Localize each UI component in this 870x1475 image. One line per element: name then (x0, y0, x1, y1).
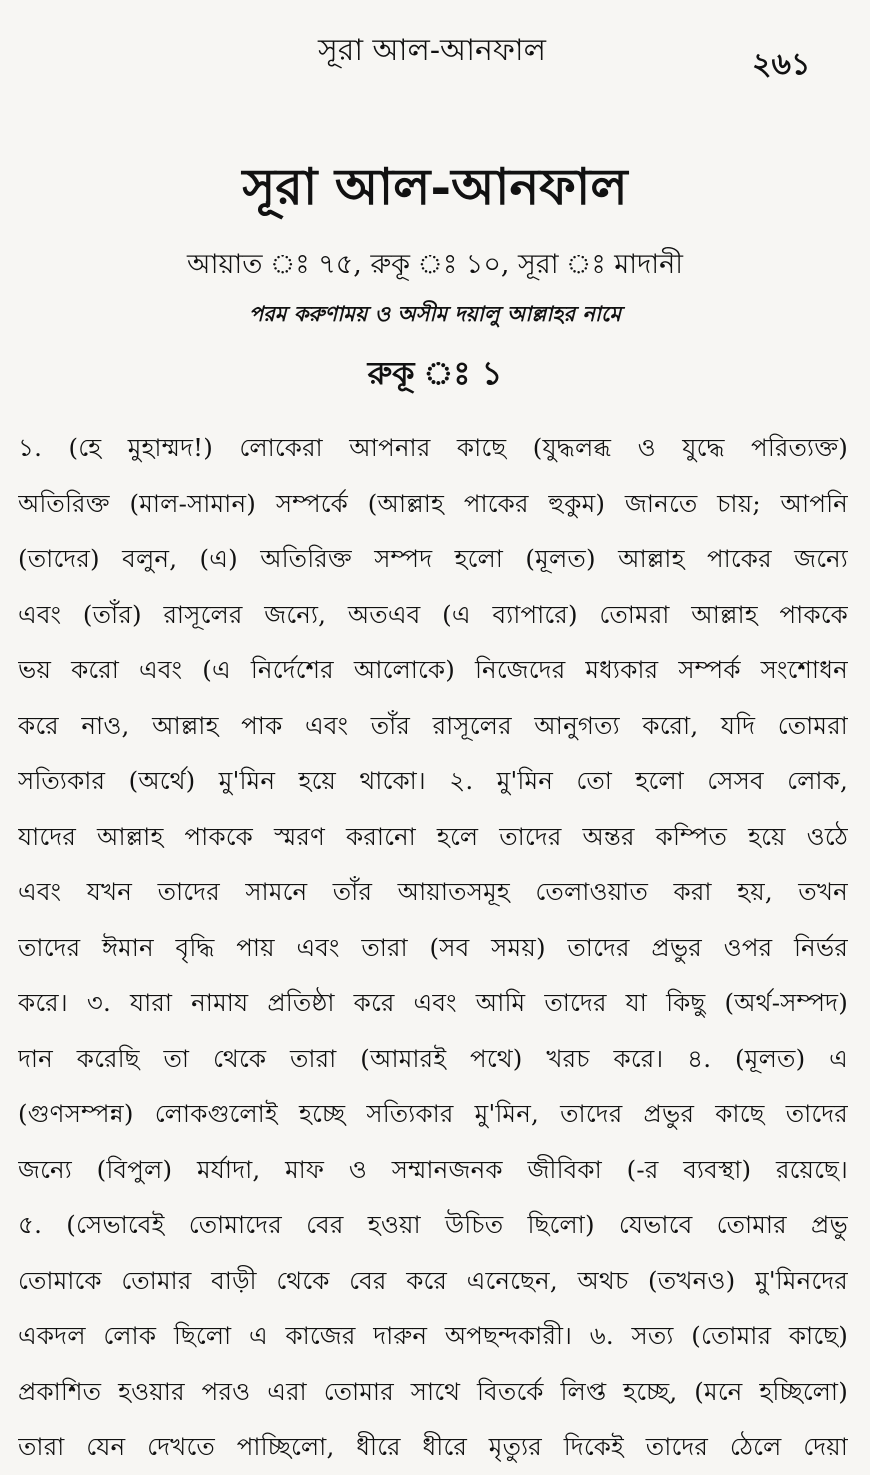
text-line: যাদের আল্লাহ পাককে স্মরণ করানো হলে তাদের অন্তর কম্পিত হয়ে ওঠে (18, 821, 848, 851)
page-number: ২৬১ (752, 47, 811, 82)
invocation-line: পরম করুণাময় ও অসীম দয়ালু আল্লাহর নামে (248, 301, 622, 326)
text-line: তাদের ঈমান বৃদ্ধি পায় এবং তারা (সব সময়) তাদের প্রভুর ওপর নির্ভর (18, 932, 848, 962)
text-line: প্রকাশিত হওয়ার পরও এরা তোমার সাথে বিতর্কে লিপ্ত হচ্ছে, (মনে হচ্ছিলো) (18, 1376, 848, 1406)
text-line: এবং যখন তাদের সামনে তাঁর আয়াতসমূহ তেলাওয়াত করা হয়, তখন (18, 877, 848, 906)
text-line: সত্যিকার (অর্থে) মু'মিন হয়ে থাকো। ২. মু'মিন তো হলো সেসব লোক, (18, 766, 848, 795)
text-line: এবং (তাঁর) রাসূলের জন্যে, অতএব (এ ব্যাপারে) তোমরা আল্লাহ পাককে (18, 599, 848, 629)
text-line: দান করেছি তা থেকে তারা (আমারই পথে) খরচ করে। ৪. (মূলত) এ (18, 1043, 848, 1073)
chapter-meta: আয়াত ঃ ৭৫, রুকূ ঃ ১০, সূরা ঃ মাদানী (187, 249, 683, 280)
text-line: তারা যেন দেখতে পাচ্ছিলো, ধীরে ধীরে মৃত্যুর দিকেই তাদের ঠেলে দেয়া (18, 1432, 848, 1461)
running-title: সূরা আল-আনফাল (318, 33, 546, 68)
text-line: ৫. (সেভাবেই তোমাদের বের হওয়া উচিত ছিলো) যেভাবে তোমার প্রভু (18, 1210, 848, 1239)
section-heading: রুকূ ঃ ১ (367, 354, 503, 392)
text-line: জন্যে (বিপুল) মর্যাদা, মাফ ও সম্মানজনক জীবিকা (-র ব্যবস্থা) রয়েছে। (18, 1154, 848, 1184)
chapter-title: সূরা আল-আনফাল (242, 157, 628, 216)
text-line: অতিরিক্ত (মাল-সামান) সম্পর্কে (আল্লাহ পাকের হুকুম) জানতে চায়; আপনি (18, 488, 848, 518)
text-line: ভয় করো এবং (এ নির্দেশের আলোকে) নিজেদের মধ্যকার সম্পর্ক সংশোধন (18, 655, 848, 684)
running-header (0, 22, 870, 82)
text-line: করে নাও, আল্লাহ পাক এবং তাঁর রাসূলের আনুগত্য করো, যদি তোমরা (18, 710, 848, 740)
body-text (18, 420, 848, 1475)
text-line: তোমাকে তোমার বাড়ী থেকে বের করে এনেছেন, অথচ (তখনও) মু'মিনদের (18, 1265, 848, 1295)
text-line: (গুণসম্পন্ন) লোকগুলোই হচ্ছে সত্যিকার মু'মিন, তাদের প্রভুর কাছে তাদের (18, 1099, 848, 1128)
text-line: (তাদের) বলুন, (এ) অতিরিক্ত সম্পদ হলো (মূলত) আল্লাহ পাকের জন্যে (18, 544, 848, 573)
text-line: ১. (হে মুহাম্মদ!) লোকেরা আপনার কাছে (যুদ্ধলব্ধ ও যুদ্ধে পরিত্যক্ত) (18, 433, 848, 462)
text-line: করে। ৩. যারা নামায প্রতিষ্ঠা করে এবং আমি তাদের যা কিছু (অর্থ-সম্পদ) (18, 988, 848, 1017)
text-line: একদল লোক ছিলো এ কাজের দারুন অপছন্দকারী। ৬. সত্য (তোমার কাছে) (18, 1321, 848, 1350)
